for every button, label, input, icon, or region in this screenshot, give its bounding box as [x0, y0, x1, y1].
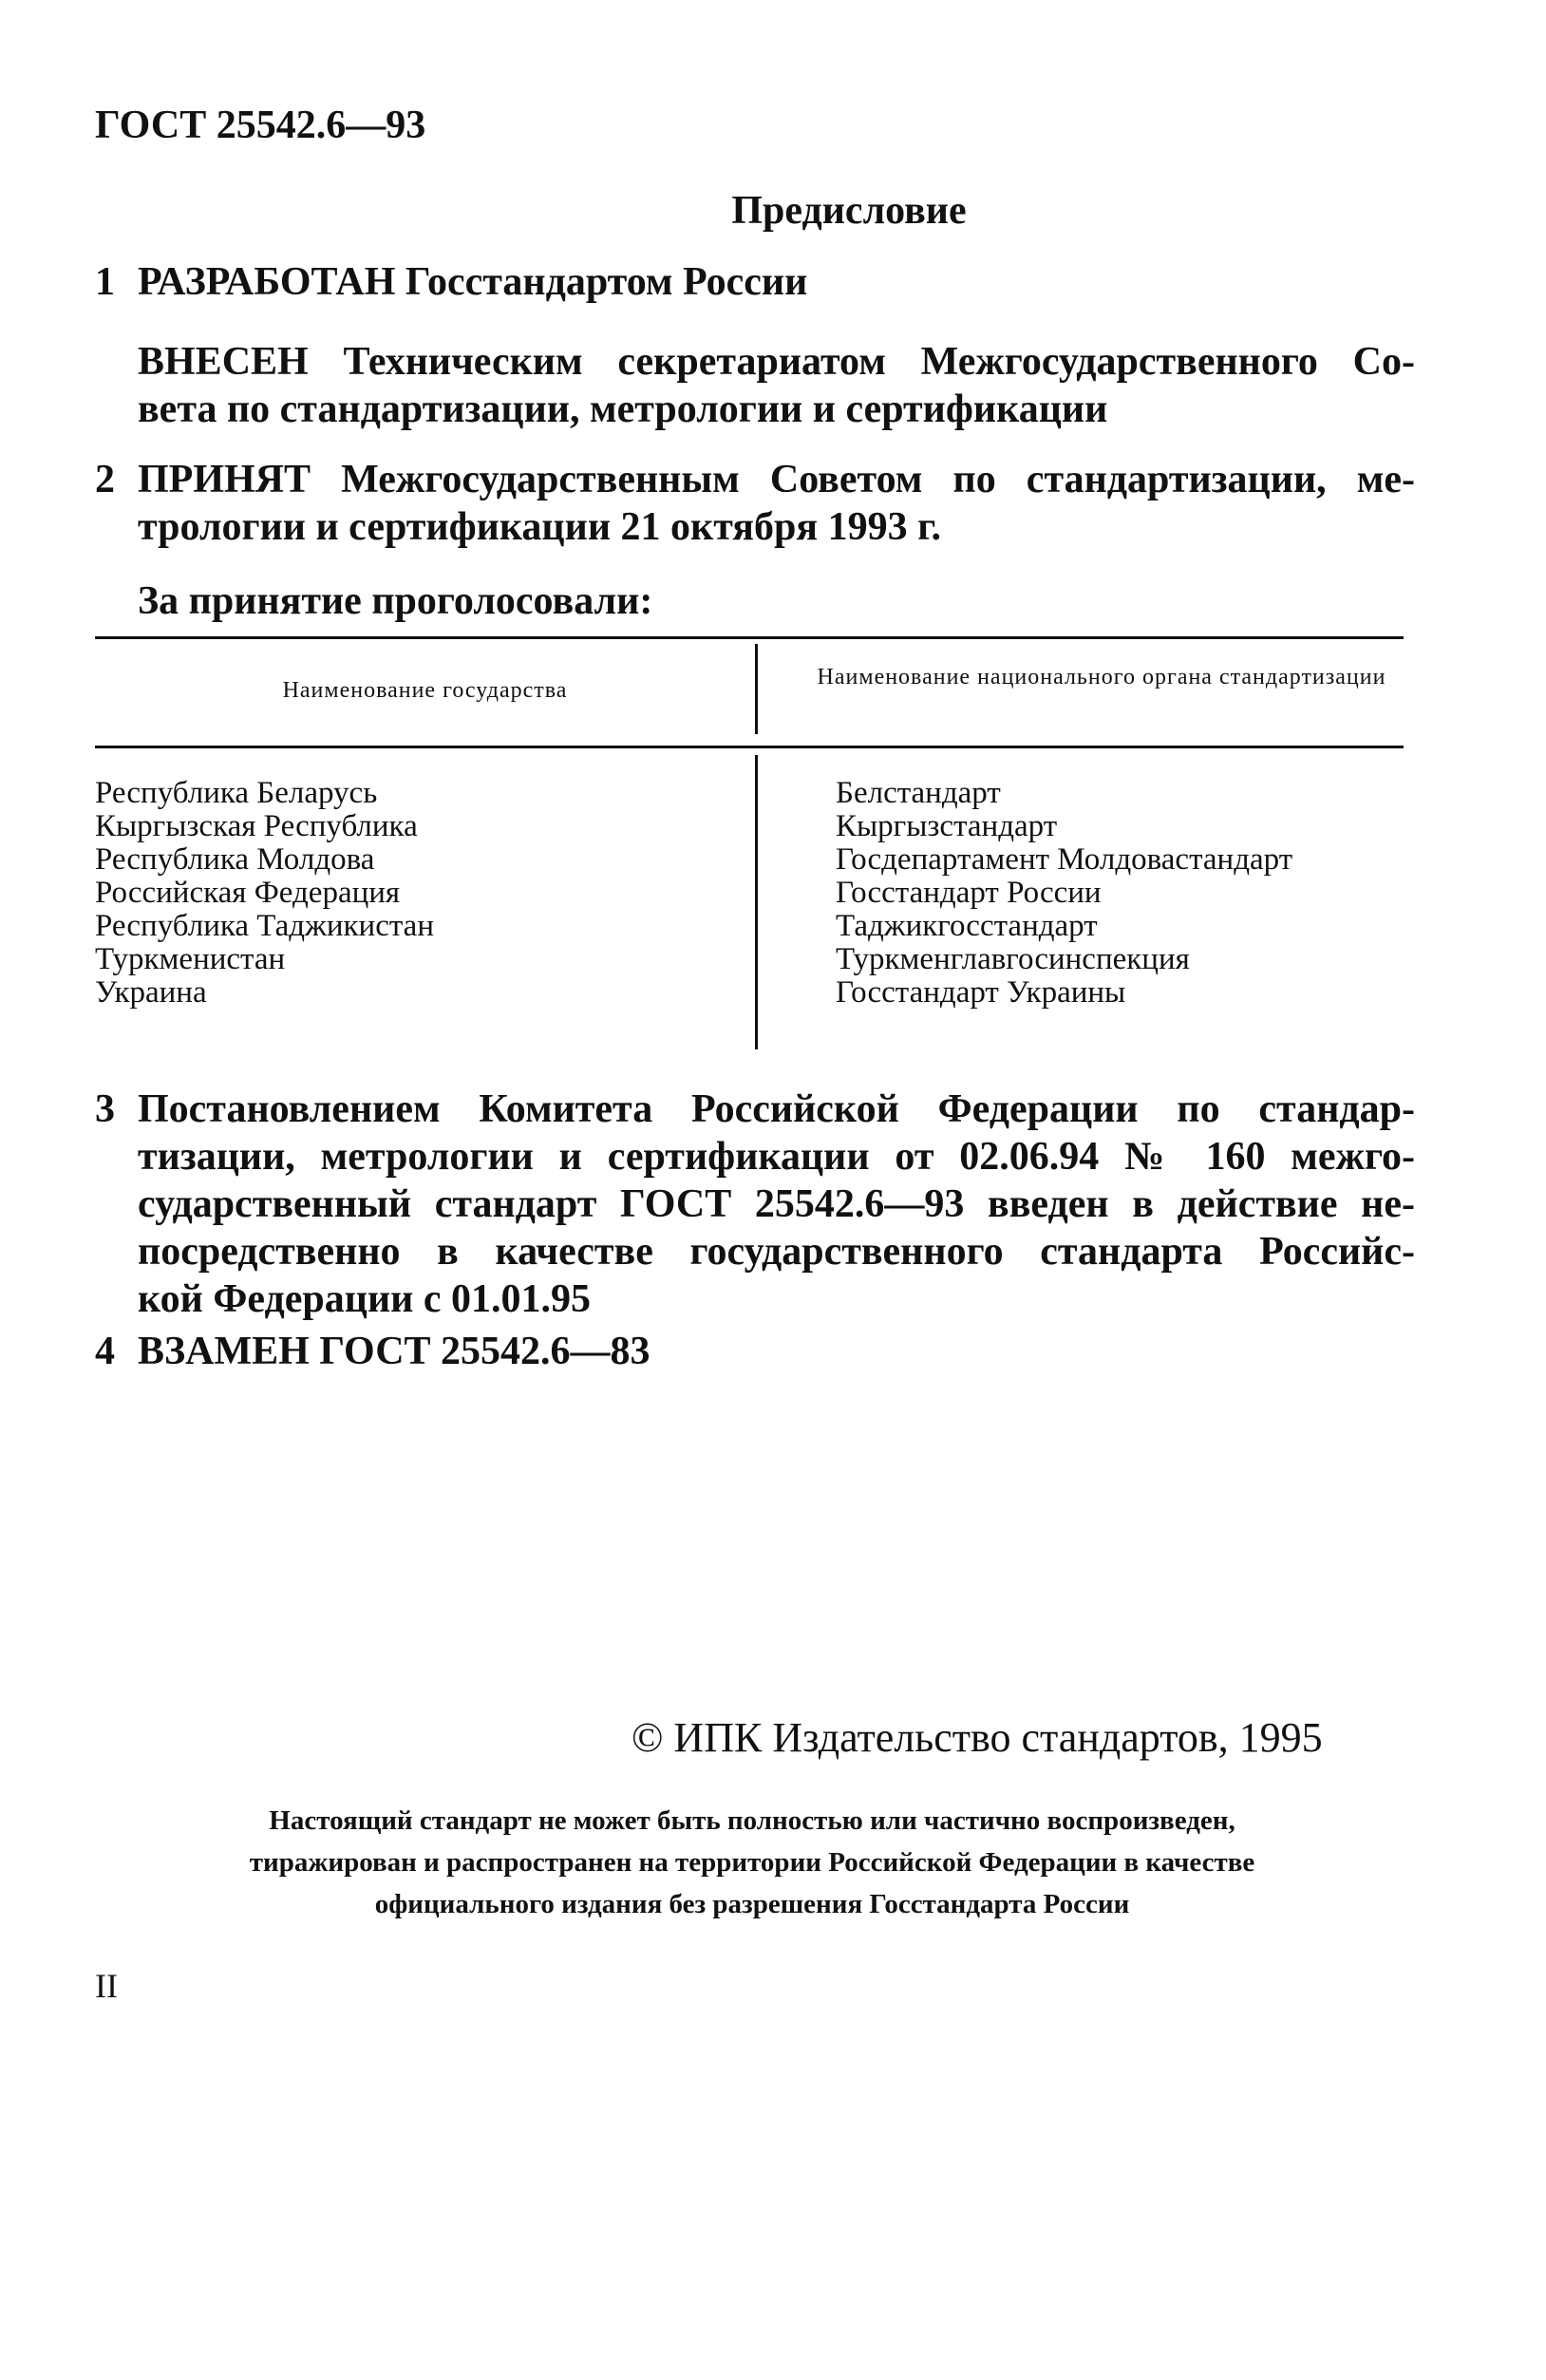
- document-code: ГОСТ 25542.6—93: [95, 104, 426, 147]
- item-1-introduced-line-1: ВНЕСЕН Техническим секретариатом Межгосударственного Со-: [138, 340, 1415, 384]
- item-3-line-2: тизации, метрологии и сертификации от 02.06.94 № 160 межго-: [138, 1135, 1415, 1179]
- table-row-state: Республика Молдова: [95, 842, 375, 877]
- item-3-line-1: Постановлением Комитета Российской Федерации по стандар-: [138, 1087, 1415, 1131]
- table-row-state: Республика Таджикистан: [95, 909, 434, 943]
- foreword-title: Предисловие: [731, 189, 967, 233]
- table-row-state: Кыргызская Республика: [95, 809, 418, 843]
- body-column: [836, 777, 1292, 1010]
- voting-table: [95, 636, 1404, 1054]
- table-row-body: Белстандарт: [836, 776, 1001, 810]
- item-3-line-3: сударственный стандарт ГОСТ 25542.6—93 введен в действие не-: [138, 1182, 1415, 1226]
- table-row-body: Туркменглавгосинспекция: [836, 942, 1190, 976]
- item-2-line-2: трологии и сертификации 21 октября 1993 г.: [138, 505, 941, 549]
- item-1-heading: РАЗРАБОТАН Госстандартом России: [138, 260, 808, 304]
- state-column: [95, 777, 434, 1010]
- table-header-rule: [95, 746, 1404, 748]
- table-row-state: Республика Беларусь: [95, 776, 378, 810]
- header-state: Наименование государства: [282, 678, 568, 703]
- table-body-divider: [755, 755, 758, 1049]
- voted-label: За принятие проголосовали:: [138, 579, 653, 623]
- table-row-state: Украина: [95, 975, 207, 1010]
- item-2-line-1: ПРИНЯТ Межгосударственным Советом по стандартизации, ме-: [138, 458, 1415, 501]
- item-2-number: 2: [95, 458, 115, 501]
- table-header-divider: [755, 644, 758, 734]
- page-number: II: [95, 1967, 118, 2005]
- table-row-state: Туркменистан: [95, 942, 286, 976]
- item-4-text: ВЗАМЕН ГОСТ 25542.6—83: [138, 1330, 650, 1373]
- table-row-state: Российская Федерация: [95, 876, 401, 910]
- table-row-body: Кыргызстандарт: [836, 809, 1058, 843]
- copyright: © ИПК Издательство стандартов, 1995: [632, 1714, 1323, 1761]
- item-3-line-4: посредственно в качестве государственного стандарта Российс-: [138, 1230, 1415, 1274]
- notice-line-3: официального издания без разрешения Госстандарта России: [374, 1889, 1130, 1919]
- item-2: [95, 456, 1415, 560]
- item-1: [95, 258, 1415, 315]
- table-row-body: Таджикгосстандарт: [836, 909, 1098, 943]
- item-4-number: 4: [95, 1330, 115, 1373]
- reproduction-notice: [87, 1800, 1417, 1925]
- item-4: [95, 1328, 1415, 1385]
- table-top-rule: [95, 636, 1404, 639]
- table-row-body: Госдепартамент Молдовастандарт: [836, 842, 1293, 877]
- item-3: [95, 1086, 1415, 1332]
- item-3-line-5: кой Федерации с 01.01.95: [138, 1277, 591, 1321]
- notice-line-2: тиражирован и распространен на территории Российской Федерации в качестве: [249, 1847, 1255, 1878]
- item-1-number: 1: [95, 260, 115, 304]
- item-1-introduced: [138, 338, 1415, 433]
- item-3-number: 3: [95, 1087, 115, 1131]
- notice-line-1: Настоящий стандарт не может быть полностью или частично воспроизведен,: [269, 1805, 1235, 1836]
- item-1-introduced-line-2: вета по стандартизации, метрологии и сертификации: [138, 387, 1108, 431]
- table-row-body: Госстандарт России: [836, 876, 1102, 910]
- header-standards-body: Наименование национального органа стандартизации: [817, 665, 1386, 689]
- table-row-body: Госстандарт Украины: [836, 975, 1126, 1010]
